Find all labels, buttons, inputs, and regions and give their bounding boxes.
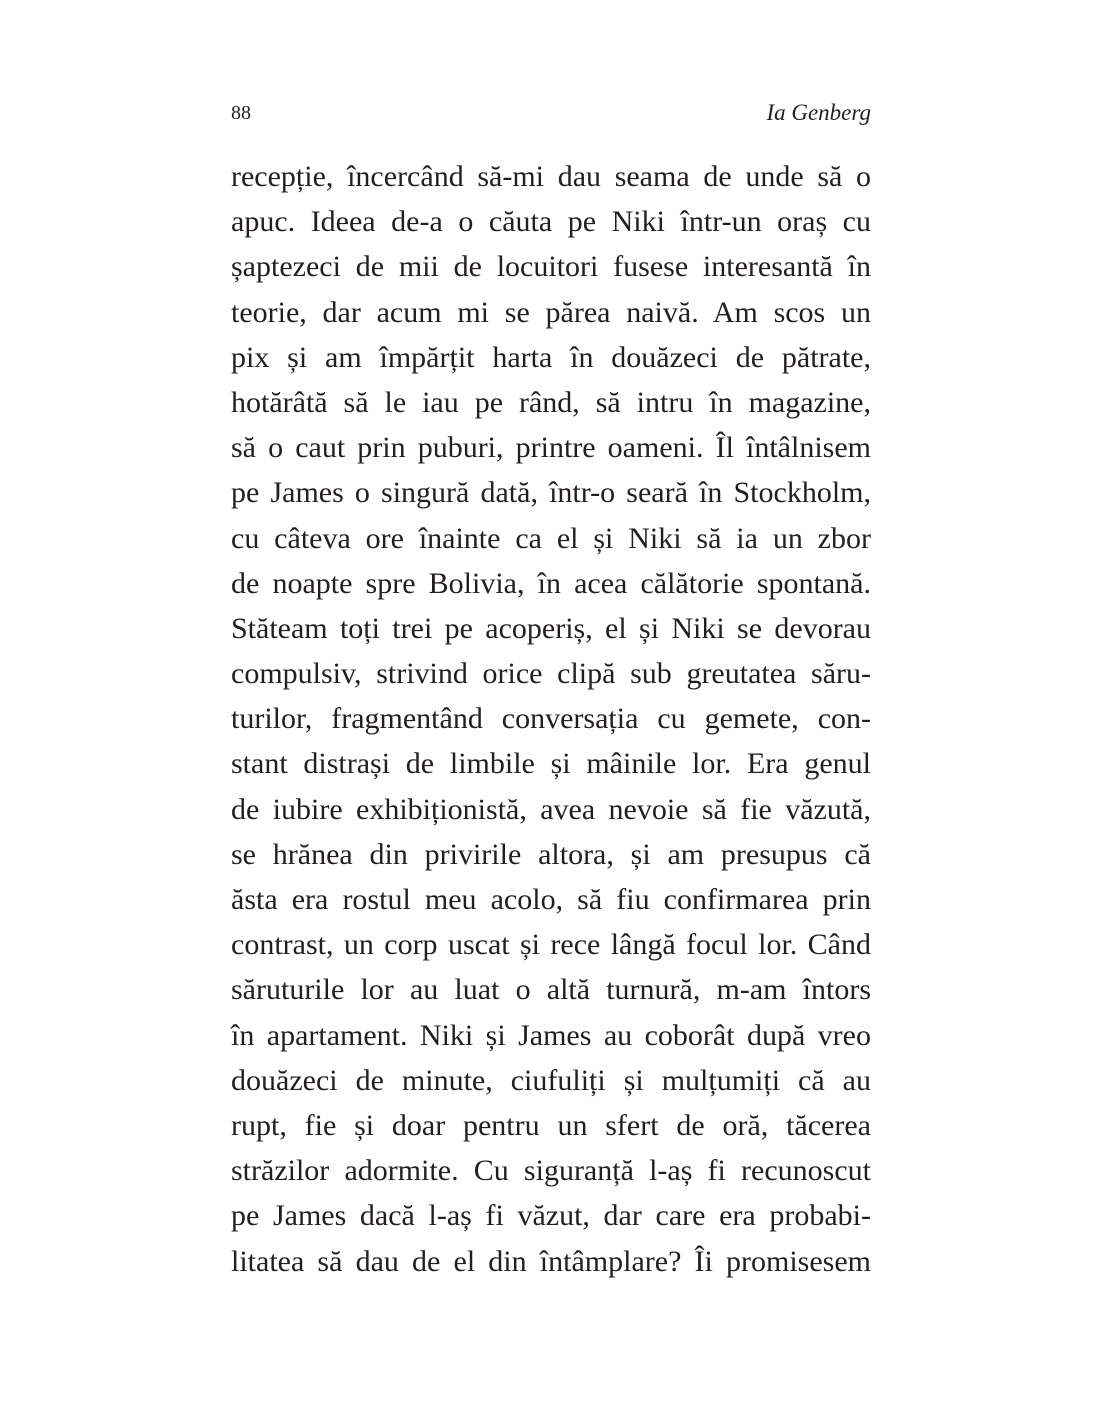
page-number: 88 bbox=[231, 102, 251, 124]
text-line: Stăteam toți trei pe acoperiș, el și Niki se devorau bbox=[231, 611, 871, 645]
text-line: pe James dacă l-aș fi văzut, dar care era probabi- bbox=[231, 1199, 871, 1233]
text-line: pe James o singură dată, într-o seară în Stockholm, bbox=[231, 476, 871, 510]
text-line: recepție, încercând să-mi dau seama de unde să o bbox=[231, 160, 871, 193]
text-line: teorie, dar acum mi se părea naivă. Am scos un bbox=[231, 295, 871, 329]
text-line: de iubire exhibiționistă, avea nevoie să fie văzută, bbox=[231, 792, 871, 826]
text-line: ăsta era rostul meu acolo, să fiu confirmarea prin bbox=[231, 883, 871, 916]
text-line: apuc. Ideea de-a o căuta pe Niki într-un oraș cu bbox=[231, 205, 871, 239]
text-line: străzilor adormite. Cu siguranță l-aș fi recunoscut bbox=[231, 1154, 871, 1188]
text-line: de noapte spre Bolivia, în acea călătorie spontană. bbox=[231, 566, 871, 600]
text-line: șaptezeci de mii de locuitori fusese interesantă în bbox=[231, 250, 871, 284]
text-line: să o caut prin puburi, printre oameni. Îl întâlnisem bbox=[231, 431, 871, 465]
text-line: cu câteva ore înainte ca el și Niki să ia un zbor bbox=[231, 521, 871, 555]
text-line: săruturile lor au luat o altă turnură, m-am întors bbox=[231, 973, 871, 1007]
text-line: compulsiv, strivind orice clipă sub greutatea săru- bbox=[231, 657, 871, 691]
running-header bbox=[231, 98, 871, 128]
text-line: contrast, un corp uscat și rece lângă focul lor. Când bbox=[231, 928, 871, 962]
text-line: douăzeci de minute, ciufuliți și mulțumiți că au bbox=[231, 1063, 871, 1097]
text-line: stant distrași de limbile și mâinile lor. Era genul bbox=[231, 747, 871, 781]
text-line: pix și am împărțit harta în douăzeci de pătrate, bbox=[231, 340, 871, 374]
body-text bbox=[231, 154, 871, 1284]
text-line: se hrănea din privirile altora, și am presupus că bbox=[231, 837, 871, 871]
text-line: turilor, fragmentând conversația cu gemete, con- bbox=[231, 702, 871, 736]
text-line: hotărâtă să le iau pe rând, să intru în magazine, bbox=[231, 385, 871, 419]
text-line: litatea să dau de el din întâmplare? Îi promisesem bbox=[231, 1244, 871, 1278]
text-line: rupt, fie și doar pentru un sfert de oră, tăcerea bbox=[231, 1108, 871, 1142]
text-line: în apartament. Niki și James au coborât după vreo bbox=[231, 1018, 871, 1052]
running-title-author: Ia Genberg bbox=[766, 100, 871, 125]
